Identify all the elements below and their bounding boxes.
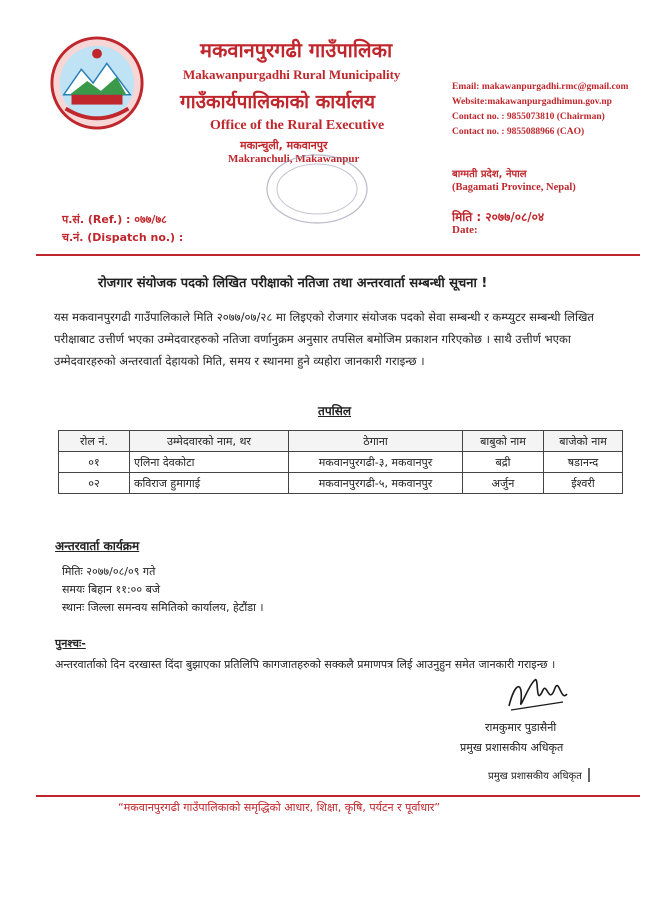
dispatch-number: च.नं. (Dispatch no.) : [62, 231, 184, 244]
table-row [59, 473, 623, 494]
cell-roll: ०१ [59, 452, 130, 473]
signatory-title: प्रमुख प्रशासकीय अधिकृत [460, 741, 564, 754]
cell-father: बद्री [463, 452, 544, 473]
signatory-stamp: प्रमुख प्रशासकीय अधिकृत [488, 768, 590, 782]
table-header-row [59, 431, 623, 452]
location-np: मकान्चुली, मकवानपुर [240, 139, 328, 152]
schedule-heading: तपसिल [318, 404, 352, 418]
footer-motto: “मकवानपुरगढी गाउँपालिकाको समृद्धिको आधार, शिक्षा, कृषि, पर्यटन र पूर्वाधार” [118, 801, 441, 814]
col-name: उम्मेदवारको नाम, थर [130, 431, 289, 452]
cell-address: मकवानपुरगढी-३, मकवानपुर [289, 452, 463, 473]
cell-grandfather: ईश्वरी [544, 473, 623, 494]
col-roll: रोल नं. [59, 431, 130, 452]
interview-time: समयः बिहान ११:०० बजे [62, 583, 161, 596]
col-grandfather: बाजेको नाम [544, 431, 623, 452]
interview-heading: अन्तरवार्ता कार्यक्रम [55, 539, 140, 553]
cell-father: अर्जुन [463, 473, 544, 494]
signatory-name: रामकुमार पुडासैनी [485, 721, 557, 734]
notice-paragraph: यस मकवानपुरगढी गाउँपालिकाले मिति २०७७/०७/२८ मा लिइएको रोजगार संयोजक पदको सेवा सम्बन्धी र कम्प्युटर सम्बन्धी लिखित परीक्षाबाट उत्तीर्ण भएका उम्मेदवारहरुको नतिजा वर्णानुक्रम अनुसार तपसिल बमोजिम प्रकाशन गरिएकोछ । साथै उत्तीर्ण भएका उम्मेदवारहरुको अन्तरवार्ता देहायको मिति, समय र स्थानमा हुने व्यहोरा जानकारी गराइन्छ । [54, 310, 594, 368]
header-divider [36, 254, 640, 256]
cell-roll: ०२ [59, 473, 130, 494]
postscript-text: अन्तरवार्ताको दिन दरखास्त दिंदा बुझाएका प्रतिलिपि कागजातहरुको सक्कलै प्रमाणपत्र लिई आउनुहुन समेत जानकारी गराइन्छ । [55, 658, 556, 671]
email-text: Email: makawanpurgadhi.rmc@gmail.com [452, 82, 629, 92]
signature [505, 672, 571, 718]
interview-date: मितिः २०७७/०८/०९ गते [62, 565, 156, 578]
table-row [59, 452, 623, 473]
cell-name: कविराज हुमागाई [130, 473, 289, 494]
office-name-np: गाउँकार्यपालिकाको कार्यालय [180, 91, 376, 113]
municipality-logo [48, 34, 146, 132]
website-text: Website:makawanpurgadhimun.gov.np [452, 97, 612, 107]
municipality-name-np: मकवानपुरगढी गाउँपालिका [200, 38, 393, 62]
contact-block [452, 80, 628, 140]
office-name-en: Office of the Rural Executive [210, 118, 385, 133]
office-stamp [262, 150, 372, 228]
letter-date-np: मिति : २०७७/०८/०४ [452, 210, 545, 224]
chairman-contact: Contact no. : 9855073810 (Chairman) [452, 112, 605, 122]
province-np: बाग्मती प्रदेश, नेपाल [452, 169, 527, 180]
letter-date-label: Date: [452, 224, 478, 236]
col-father: बाबुको नाम [463, 431, 544, 452]
candidates-table [58, 430, 623, 494]
cell-address: मकवानपुरगढी-५, मकवानपुर [289, 473, 463, 494]
reference-number: प.सं. (Ref.) : ०७७/७८ [62, 213, 167, 226]
location-en: Makranchuli, Makawanpur [228, 153, 360, 165]
footer-divider [36, 795, 640, 797]
postscript-heading: पुनश्चः- [55, 637, 86, 650]
notice-subject: रोजगार संयोजक पदको लिखित परीक्षाको नतिजा तथा अन्तरवार्ता सम्बन्धी सूचना ! [98, 276, 488, 291]
col-address: ठेगाना [289, 431, 463, 452]
cell-grandfather: षडानन्द [544, 452, 623, 473]
cao-contact: Contact no. : 9855088966 (CAO) [452, 127, 585, 137]
province-en: (Bagamati Province, Nepal) [452, 182, 576, 193]
interview-place: स्थानः जिल्ला समन्वय समितिको कार्यालय, हेटौंडा । [62, 601, 264, 614]
cell-name: एलिना देवकोटा [130, 452, 289, 473]
municipality-name-en: Makawanpurgadhi Rural Municipality [183, 67, 401, 82]
